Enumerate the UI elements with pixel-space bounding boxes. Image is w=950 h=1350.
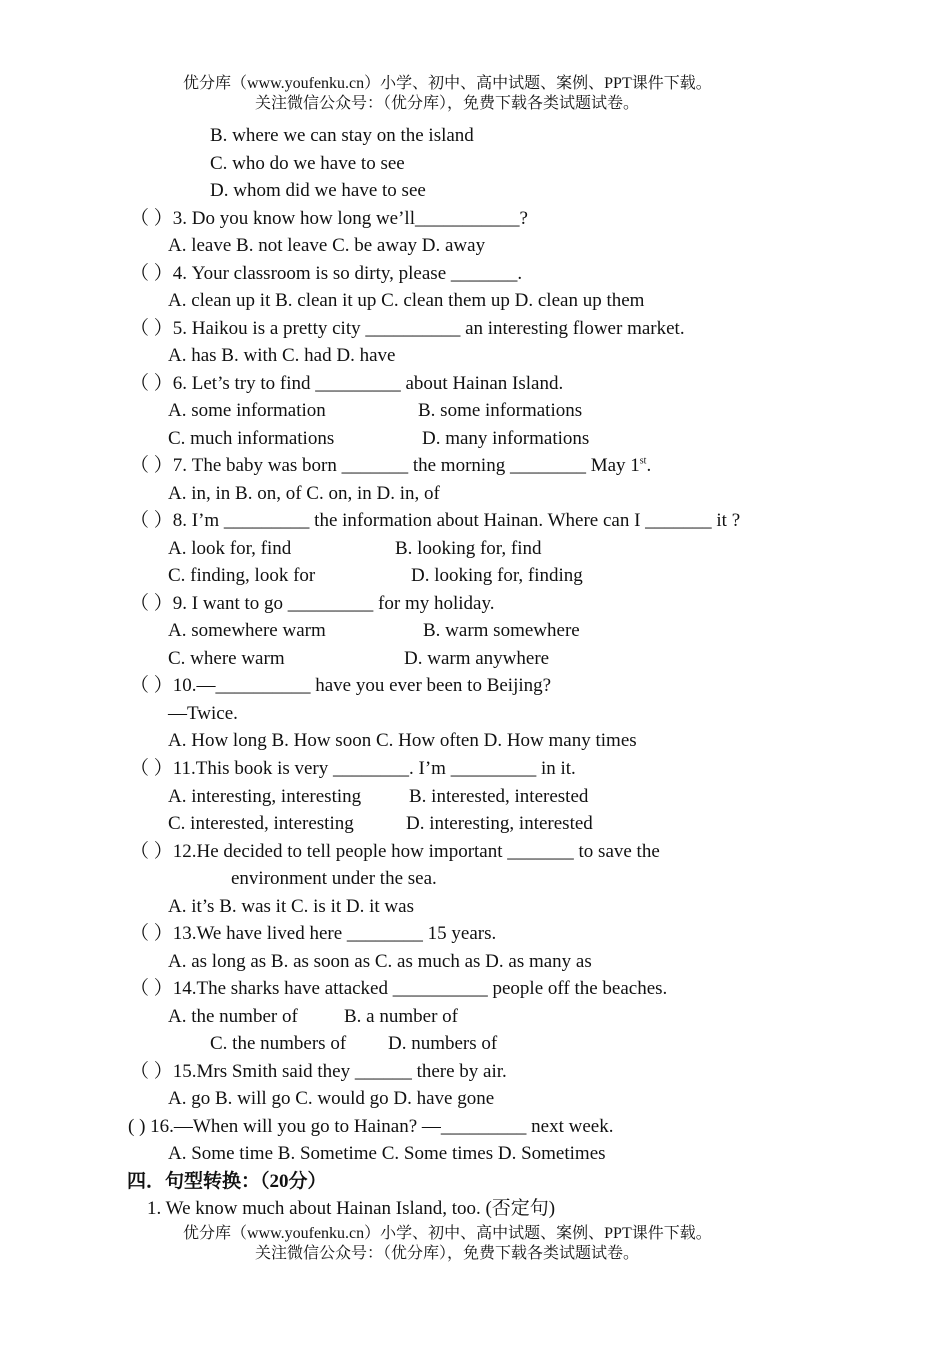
option-8c: C. finding, look for	[168, 565, 316, 586]
transform-question-1: 1. We know much about Hainan Island, too. (否定句)	[147, 1198, 556, 1219]
option-line: C. who do we have to see	[210, 153, 405, 174]
option-11a: A. interesting, interesting	[168, 786, 362, 807]
options-15: A. go B. will go C. would go D. have gone	[168, 1088, 495, 1109]
option-8a: A. look for, find	[168, 538, 292, 559]
section-heading: 四．句型转换：（20分）	[127, 1171, 327, 1192]
options-10: A. How long B. How soon C. How often D. How many times	[168, 730, 637, 751]
option-11d: D. interesting, interested	[406, 813, 593, 834]
options-5: A. has B. with C. had D. have	[168, 345, 396, 366]
option-6a: A. some information	[168, 400, 326, 421]
question-16: ( ) 16.—When will you go to Hainan? —_________ next week.	[128, 1116, 614, 1137]
option-14d: D. numbers of	[388, 1033, 498, 1054]
question-5: （ ）5. Haikou is a pretty city __________ an interesting flower market.	[130, 318, 685, 339]
option-9b: B. warm somewhere	[423, 620, 580, 641]
question-7-end: .	[646, 455, 652, 476]
option-8b: B. looking for, find	[395, 538, 542, 559]
question-11: （ ）11.This book is very ________. I’m _________ in it.	[130, 758, 576, 779]
option-6c: C. much informations	[168, 428, 335, 449]
question-12-cont: environment under the sea.	[231, 868, 437, 889]
question-7-text: （ ）7. The baby was born _______ the morning ________ May 1	[130, 455, 640, 476]
option-9d: D. warm anywhere	[404, 648, 550, 669]
options-4: A. clean up it B. clean it up C. clean them up D. clean up them	[168, 290, 645, 311]
option-line: D. whom did we have to see	[210, 180, 426, 201]
option-6b: B. some informations	[418, 400, 583, 421]
footer-line-1: 优分库（www.youfenku.cn）小学、初中、高中试题、案例、PPT课件下载。	[183, 1225, 712, 1242]
question-9: （ ）9. I want to go _________ for my holiday.	[130, 593, 495, 614]
question-14: （ ）14.The sharks have attacked __________ people off the beaches.	[130, 978, 668, 999]
question-10-answer: —Twice.	[168, 703, 238, 724]
option-11b: B. interested, interested	[409, 786, 589, 807]
option-14c: C. the numbers of	[210, 1033, 347, 1054]
question-15: （ ）15.Mrs Smith said they ______ there by air.	[130, 1061, 507, 1082]
option-9c: C. where warm	[168, 648, 285, 669]
question-6: （ ）6. Let’s try to find _________ about Hainan Island.	[130, 373, 564, 394]
option-8d: D. looking for, finding	[411, 565, 583, 586]
options-16: A. Some time B. Sometime C. Some times D. Sometimes	[168, 1143, 606, 1164]
option-6d: D. many informations	[422, 428, 590, 449]
option-14a: A. the number of	[168, 1006, 298, 1027]
question-12: （ ）12.He decided to tell people how important _______ to save the	[130, 841, 660, 862]
header-line-2: 关注微信公众号：（优分库），免费下载各类试题试卷。	[255, 95, 640, 112]
options-3: A. leave B. not leave C. be away D. away	[168, 235, 486, 256]
question-4: （ ）4. Your classroom is so dirty, please _______.	[130, 263, 523, 284]
header-line-1: 优分库（www.youfenku.cn）小学、初中、高中试题、案例、PPT课件下载。	[183, 75, 712, 92]
option-line: B. where we can stay on the island	[210, 125, 474, 146]
superscript-st: st	[639, 455, 647, 467]
options-13: A. as long as B. as soon as C. as much as D. as many as	[168, 951, 592, 972]
option-9a: A. somewhere warm	[168, 620, 326, 641]
question-8: （ ）8. I’m _________ the information about Hainan. Where can I _______ it ?	[130, 510, 741, 531]
options-7: A. in, in B. on, of C. on, in D. in, of	[168, 483, 440, 504]
option-14b: B. a number of	[344, 1006, 458, 1027]
question-7	[130, 454, 651, 478]
question-13: （ ）13.We have lived here ________ 15 years.	[130, 923, 497, 944]
options-12: A. it’s B. was it C. is it D. it was	[168, 896, 414, 917]
question-3: （ ）3. Do you know how long we’ll___________?	[130, 208, 528, 229]
footer-line-2: 关注微信公众号：（优分库），免费下载各类试题试卷。	[255, 1245, 640, 1262]
question-10: （ ）10.—__________ have you ever been to Beijing?	[130, 675, 552, 696]
option-11c: C. interested, interesting	[168, 813, 354, 834]
